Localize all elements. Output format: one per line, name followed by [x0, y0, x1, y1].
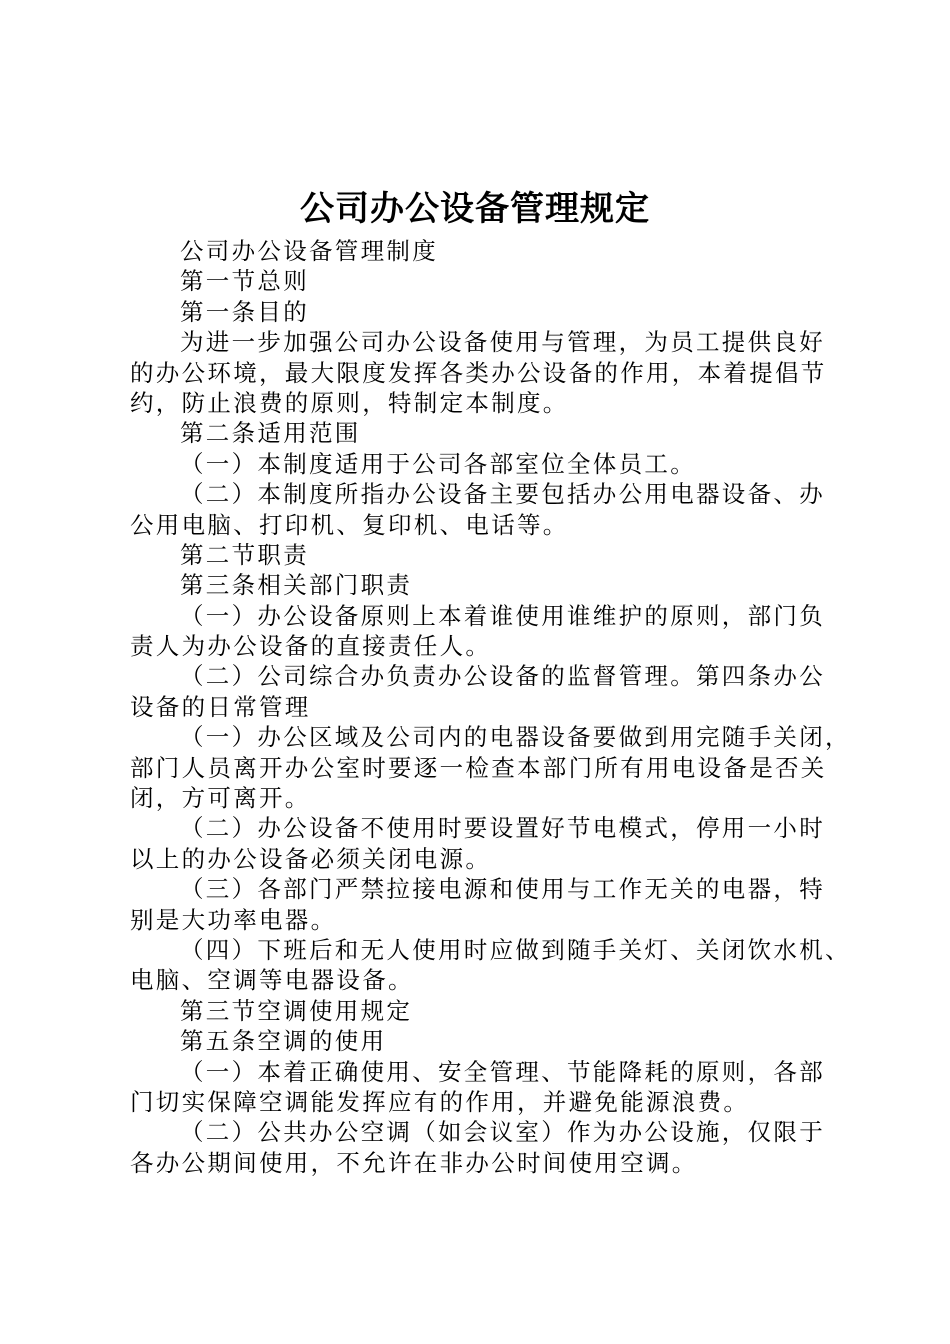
paragraph-line: 公用电脑、打印机、复印机、电话等。 — [130, 510, 569, 539]
paragraph-line: （一）本制度适用于公司各部室位全体员工。 — [180, 449, 696, 478]
paragraph-line: （二）公司综合办负责办公设备的监督管理。第四条办公 — [180, 662, 825, 691]
paragraph-line: 第三节空调使用规定 — [180, 996, 413, 1025]
paragraph-line: 公司办公设备管理制度 — [180, 237, 438, 265]
paragraph-line: （二）公共办公空调（如会议室）作为办公设施，仅限于 — [180, 1118, 825, 1147]
paragraph-line: 约，防止浪费的原则，特制定本制度。 — [130, 388, 569, 417]
paragraph-line: 门切实保障空调能发挥应有的作用，并避免能源浪费。 — [130, 1087, 750, 1116]
document-title: 公司办公设备管理规定 — [300, 189, 650, 229]
paragraph-line: 设备的日常管理 — [130, 692, 311, 721]
paragraph-line: 部门人员离开办公室时要逐一检查本部门所有用电设备是否关 — [130, 753, 827, 782]
paragraph-line: 别是大功率电器。 — [130, 905, 337, 934]
paragraph-line: 以上的办公设备必须关闭电源。 — [130, 844, 492, 873]
paragraph-line: 的办公环境，最大限度发挥各类办公设备的作用，本着提倡节 — [130, 358, 827, 387]
paragraph-line: 第五条空调的使用 — [180, 1027, 387, 1056]
paragraph-line: 第二条适用范围 — [180, 419, 361, 448]
paragraph-line: （四）下班后和无人使用时应做到随手关灯、关闭饮水机、 — [180, 935, 851, 964]
paragraph-line: 第二节职责 — [180, 540, 309, 569]
paragraph-line: （一）办公区域及公司内的电器设备要做到用完随手关闭， — [180, 723, 851, 752]
paragraph-line: 第三条相关部门职责 — [180, 571, 413, 600]
paragraph-line: （一）办公设备原则上本着谁使用谁维护的原则，部门负 — [180, 601, 825, 630]
paragraph-line: 电脑、空调等电器设备。 — [130, 966, 414, 995]
paragraph-line: （三）各部门严禁拉接电源和使用与工作无关的电器，特 — [180, 875, 825, 904]
document-body — [130, 236, 851, 1178]
paragraph-line: （一）本着正确使用、安全管理、节能降耗的原则，各部 — [180, 1057, 825, 1086]
paragraph-line: 第一节总则 — [180, 267, 309, 296]
paragraph-line: 第一条目的 — [180, 297, 309, 326]
paragraph-line: （二）本制度所指办公设备主要包括办公用电器设备、办 — [180, 480, 825, 509]
paragraph-line: 为进一步加强公司办公设备使用与管理，为员工提供良好 — [180, 328, 825, 357]
paragraph-line: （二）办公设备不使用时要设置好节电模式，停用一小时 — [180, 814, 825, 843]
paragraph-line: 各办公期间使用，不允许在非办公时间使用空调。 — [130, 1148, 698, 1177]
paragraph-line: 责人为办公设备的直接责任人。 — [130, 632, 492, 661]
paragraph-line: 闭，方可离开。 — [130, 784, 311, 813]
